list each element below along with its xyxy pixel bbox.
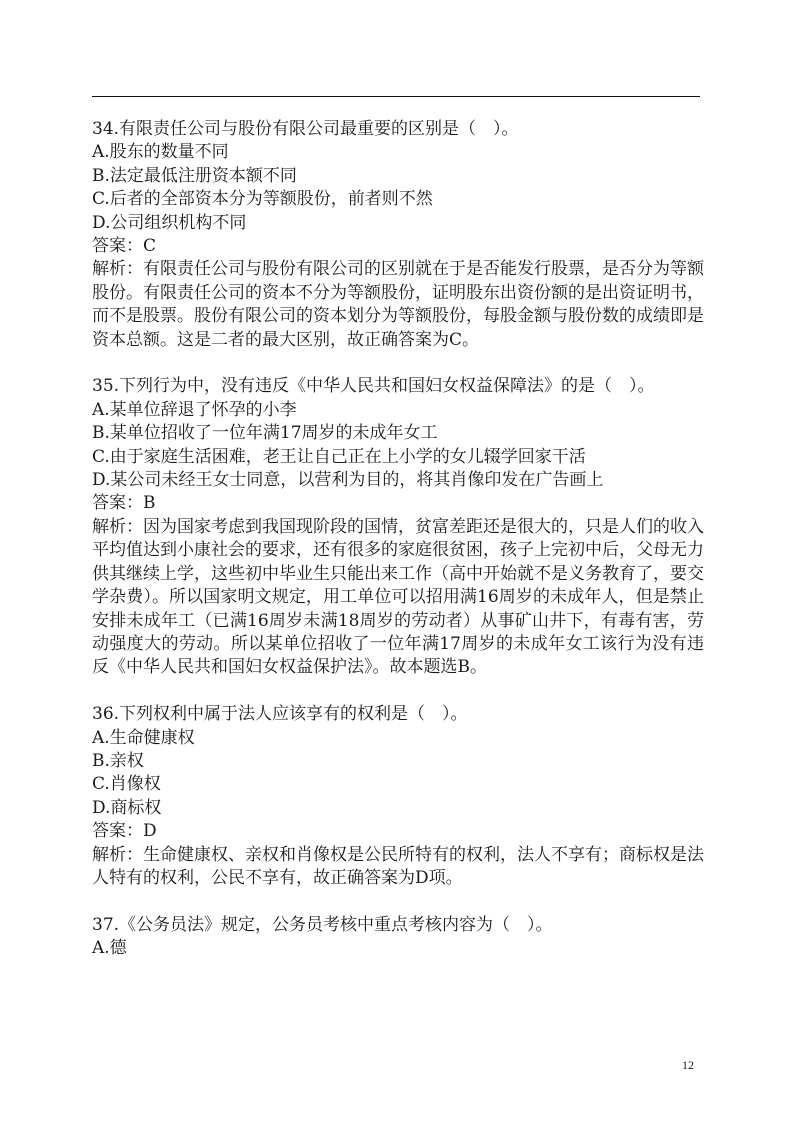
explanation: 解析：因为国家考虑到我国现阶段的国情，贫富差距还是很大的，只是人们的收入平均值达到小康社会的要求，还有很多的家庭很贫困，孩子上完初中后，父母无力供其继续上学，这些初中毕业生只能出来工作（高中开始就不是义务教育了，要交学杂费）。所以国家明文规定，用工单位可以招用满16周岁的未成年人，但是禁止安排未成年工（已满16周岁未满18周岁的劳动者）从事矿山井下，有毒有害，劳动强度大的劳动。所以某单位招收了一位年满17周岁的未成年女工该行为没有违反《中华人民共和国妇女权益保护法》。故本题选B。 <box>92 516 704 678</box>
option-a: A.股东的数量不同 <box>92 142 229 163</box>
question-stem: 37.《公务员法》规定，公务员考核中重点考核内容为（ ）。 <box>92 914 553 935</box>
question-36 <box>92 703 704 890</box>
option-b: B.法定最低注册资本额不同 <box>92 165 297 186</box>
option-c: C.由于家庭生活困难，老王让自己正在上小学的女儿辍学回家干活 <box>92 446 586 467</box>
question-stem: 36.下列权利中属于法人应该享有的权利是（ ）。 <box>92 704 468 725</box>
option-d: D.商标权 <box>92 797 162 818</box>
explanation: 解析：生命健康权、亲权和肖像权是公民所特有的权利，法人不享有；商标权是法人特有的权利，公民不享有，故正确答案为D项。 <box>92 844 704 888</box>
option-b: B.某单位招收了一位年满17周岁的未成年女工 <box>92 423 438 444</box>
option-a: A.生命健康权 <box>92 727 195 748</box>
question-stem: 34.有限责任公司与股份有限公司最重要的区别是（ ）。 <box>92 119 519 139</box>
explanation: 解析：有限责任公司与股份有限公司的区别就在于是否能发行股票，是否分为等额股份。有限责任公司的资本不分为等额股份，证明股东出资份额的是出资证明书，而不是股票。股份有限公司的资本划分为等额股份，每股金额与股份数的成绩即是资本总额。这是二者的最大区别，故正确答案为C。 <box>92 259 704 350</box>
option-d: D.公司组织机构不同 <box>92 212 247 233</box>
option-d: D.某公司未经王女士同意，以营利为目的，将其肖像印发在广告画上 <box>92 470 604 491</box>
exam-content <box>92 118 704 984</box>
question-37 <box>92 914 704 961</box>
question-34 <box>92 118 704 352</box>
question-stem: 35.下列行为中，没有违反《中华人民共和国妇女权益保障法》的是（ ）。 <box>92 376 655 397</box>
option-a: A.德 <box>92 938 127 959</box>
option-c: C.后者的全部资本分为等额股份，前者则不然 <box>92 189 433 210</box>
question-35 <box>92 375 704 679</box>
header-rule <box>92 96 700 97</box>
option-a: A.某单位辞退了怀孕的小李 <box>92 399 297 420</box>
answer: 答案：C <box>92 236 157 257</box>
option-b: B.亲权 <box>92 750 144 771</box>
answer: 答案：B <box>92 493 156 514</box>
answer: 答案：D <box>92 821 157 842</box>
page-number: 12 <box>682 1058 694 1072</box>
option-c: C.肖像权 <box>92 774 161 795</box>
